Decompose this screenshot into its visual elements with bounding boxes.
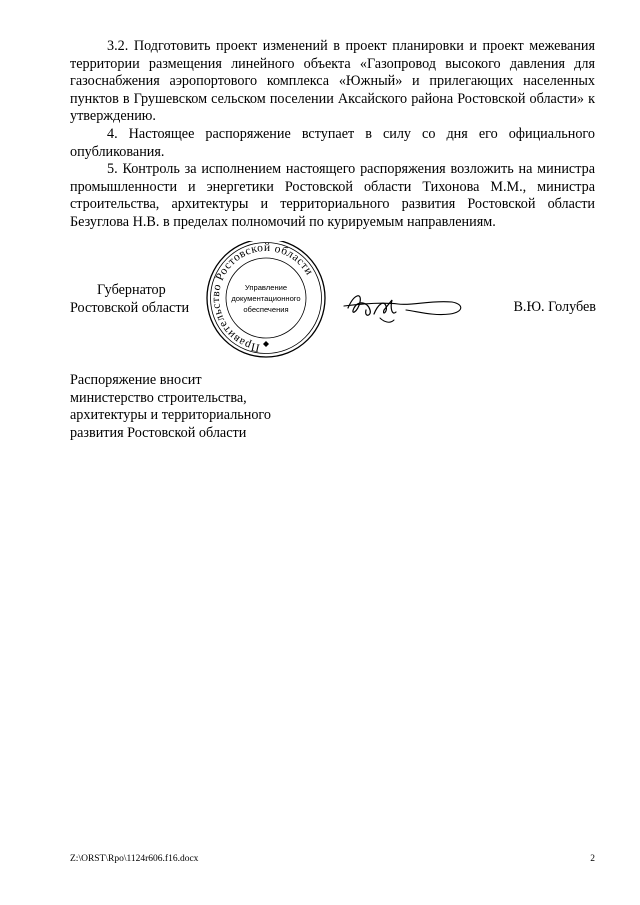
paragraph-4: 4. Настоящее распоряжение вступает в силу со дня его официального опубликования. xyxy=(70,125,595,160)
submission-note xyxy=(70,372,330,442)
official-seal-stamp xyxy=(201,241,331,361)
stamp-center-line2: документационного xyxy=(231,294,301,303)
page-number: 2 xyxy=(590,854,595,864)
signer-title xyxy=(70,282,200,317)
handwritten-signature xyxy=(340,286,470,326)
submission-line-3: архитектуры и территориального xyxy=(70,407,271,424)
paragraph-5: 5. Контроль за исполнением настоящего распоряжения возложить на министра промышленности и энергетики Ростовской области Тихонова М.М., министра строительства, архитектуры и территориального развития Ростовской области Безуглова Н.В. в пределах полномочий по курируемым направлениям. xyxy=(70,161,595,230)
submission-line-4: развития Ростовской области xyxy=(70,424,247,441)
submission-line-2: министерство строительства, xyxy=(70,389,247,406)
stamp-center-line1: Управление xyxy=(244,283,288,292)
stamp-center-line3: обеспечения xyxy=(243,305,289,314)
paragraph-3-2: 3.2. Подготовить проект изменений в проект планировки и проект межевания территории размещения линейного объекта «Газопровод высокого давления для газоснабжения аэропортового комплекса «Южный» и прилегающих населенных пунктов в Грушевском сельском поселении Аксайского района Ростовской области» к утверждению. xyxy=(70,38,595,125)
footer-file-path: Z:\ORST\Rpo\1124r606.f16.docx xyxy=(70,854,199,864)
signer-name: В.Ю. Голубев xyxy=(513,299,596,315)
submission-line-1: Распоряжение вносит xyxy=(70,372,202,388)
signature-block xyxy=(0,238,640,363)
body-text xyxy=(70,38,595,232)
stamp-ring-text: Правительство Ростовской области xyxy=(209,241,316,354)
signer-title-line2: Ростовской области xyxy=(70,299,190,316)
signer-title-line1: Губернатор xyxy=(97,282,166,298)
